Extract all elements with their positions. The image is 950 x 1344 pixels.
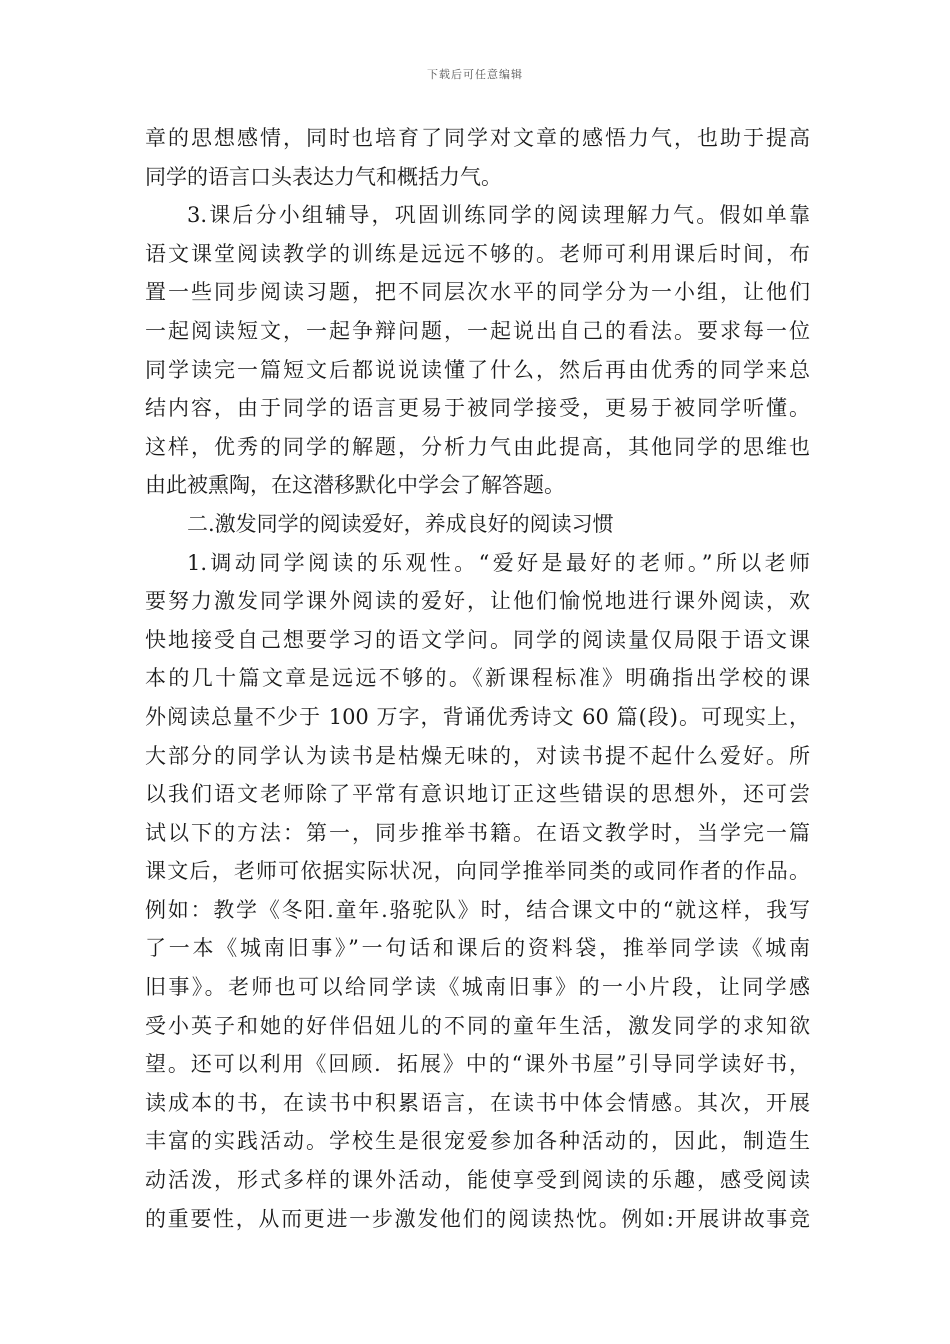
- paragraph-line: 章的思想感情，同时也培育了同学对文章的感悟力气，也助于提高: [145, 126, 810, 150]
- paragraph-line: 丰富的实践活动。学校生是很宠爱参加各种活动的，因此，制造生: [145, 1129, 810, 1154]
- paragraph-line: 快地接受自己想要学习的语文学问。同学的阅读量仅局限于语文课: [145, 627, 810, 652]
- paragraph-line: 3.课后分小组辅导，巩固训练同学的阅读理解力气。假如单靠: [187, 203, 810, 228]
- paragraph-line: 以我们语文老师除了平常有意识地订正这些错误的思想外，还可尝: [145, 782, 810, 807]
- paragraph-line: 由此被熏陶，在这潜移默化中学会了解答题。: [145, 473, 565, 498]
- paragraph-line: 例如：教学《冬阳.童年.骆驼队》时，结合课文中的“就这样，我写: [145, 897, 810, 922]
- paragraph-line: 的重要性，从而更进一步激发他们的阅读热忱。例如:开展讲故事竞: [145, 1206, 810, 1231]
- paragraph-line: 一起阅读短文，一起争辩问题，一起说出自己的看法。要求每一位: [145, 318, 810, 343]
- paragraph-line: 置一些同步阅读习题，把不同层次水平的同学分为一小组，让他们: [145, 280, 810, 305]
- paragraph-line: 语文课堂阅读教学的训练是远远不够的。老师可利用课后时间，布: [145, 241, 810, 266]
- paragraph-line: 1.调动同学阅读的乐观性。“爱好是最好的老师。”所以老师: [187, 550, 810, 575]
- paragraph-line: 外阅读总量不少于 100 万字，背诵优秀诗文 60 篇(段)。可现实上，: [145, 704, 810, 729]
- paragraph-line: 试以下的方法：第一，同步推举书籍。在语文教学时，当学完一篇: [145, 820, 810, 845]
- document-body: [145, 119, 810, 1238]
- paragraph-line: 了一本《城南旧事》”一句话和课后的资料袋，推举同学读《城南: [145, 936, 810, 961]
- paragraph-line: 课文后，老师可依据实际状况，向同学推举同类的或同作者的作品。: [145, 859, 810, 884]
- paragraph-line: 这样，优秀的同学的解题，分析力气由此提高，其他同学的思维也: [145, 434, 810, 459]
- paragraph-line: 望。还可以利用《回顾．拓展》中的“课外书屋”引导同学读好书，: [145, 1052, 810, 1077]
- page-header: 下载后可任意编辑: [427, 68, 523, 81]
- paragraph-line: 结内容，由于同学的语言更易于被同学接受，更易于被同学听懂。: [145, 396, 810, 421]
- paragraph-line: 要努力激发同学课外阅读的爱好，让他们愉悦地进行课外阅读，欢: [145, 589, 810, 614]
- paragraph-line: 读成本的书，在读书中积累语言，在读书中体会情感。其次，开展: [145, 1090, 810, 1115]
- paragraph-line: 受小英子和她的好伴侣妞儿的不同的童年生活，激发同学的求知欲: [145, 1013, 810, 1038]
- paragraph-line: 大部分的同学认为读书是枯燥无味的，对读书提不起什么爱好。所: [145, 743, 810, 768]
- paragraph-line: 动活泼，形式多样的课外活动，能使享受到阅读的乐趣，感受阅读: [145, 1168, 810, 1193]
- paragraph-line: 同学的语言口头表达力气和概括力气。: [145, 164, 502, 189]
- paragraph-line: 二.激发同学的阅读爱好，养成良好的阅读习惯: [187, 511, 614, 536]
- paragraph-line: 同学读完一篇短文后都说说读懂了什么，然后再由优秀的同学来总: [145, 357, 810, 382]
- paragraph-line: 本的几十篇文章是远远不够的。《新课程标准》明确指出学校的课: [145, 666, 810, 691]
- paragraph-line: 旧事》。老师也可以给同学读《城南旧事》的一小片段，让同学感: [145, 975, 810, 1000]
